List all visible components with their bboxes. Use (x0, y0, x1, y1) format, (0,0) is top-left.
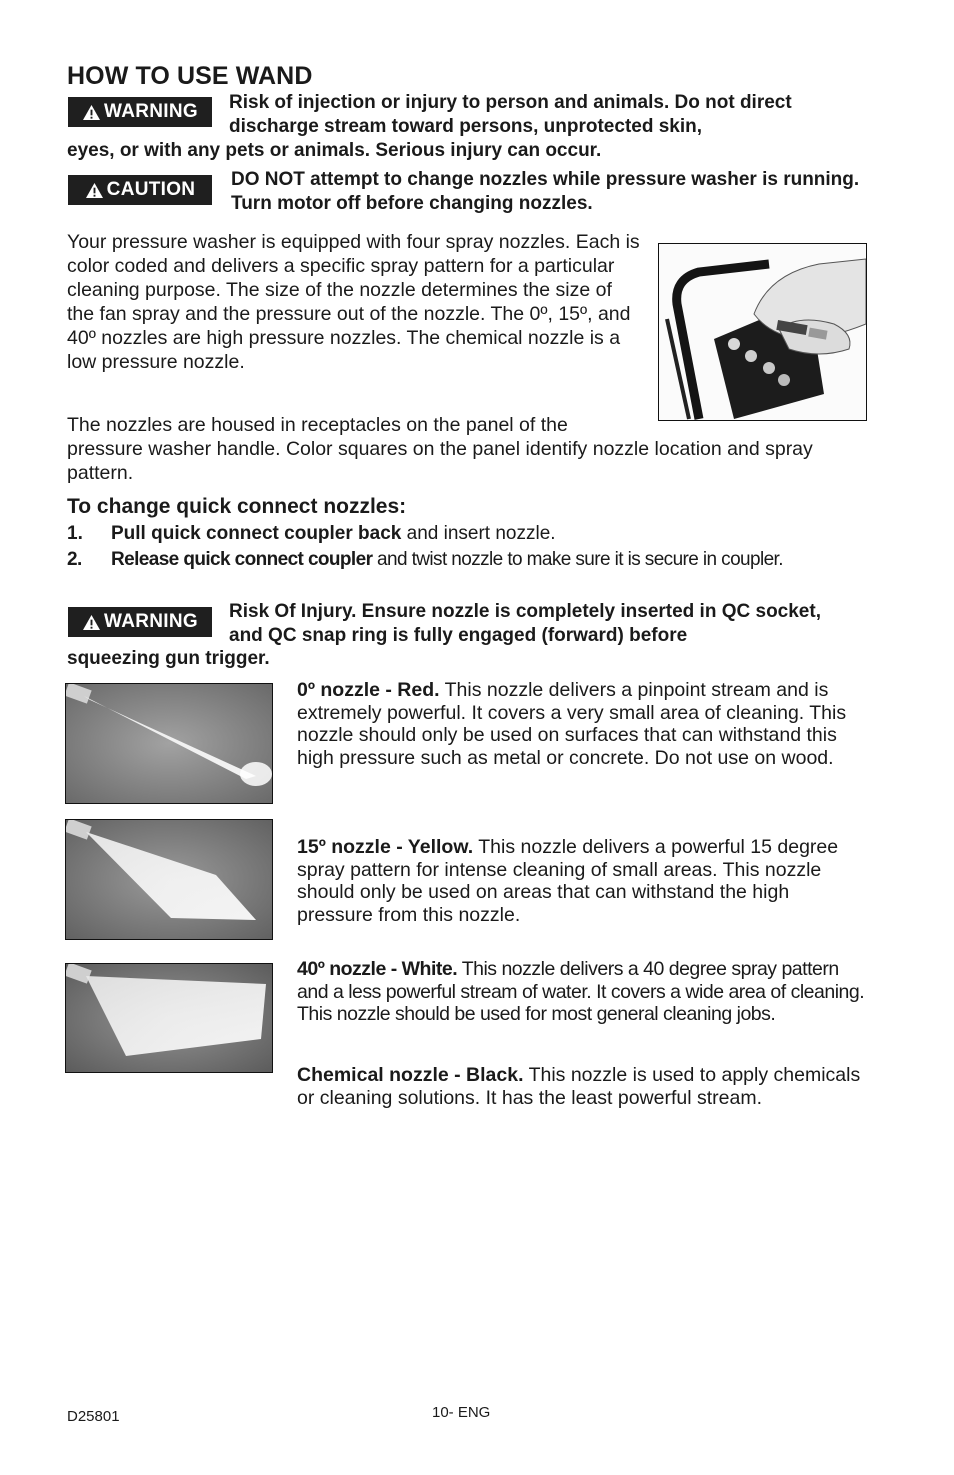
nozzle-description (297, 836, 867, 926)
step-bold: Pull quick connect coupler back (111, 523, 402, 544)
quick-connect-heading: To change quick connect nozzles: (67, 495, 407, 518)
warning-badge-label: WARNING (104, 101, 198, 122)
nozzle-text: This nozzle delivers a pinpoint stream and is extremely powerful. It covers a very small area of cleaning. This nozzle should only be used on surfaces that can withstand this high pressure such as metal or concrete. Do not use on wood. (297, 679, 847, 769)
page-title: HOW TO USE WAND (67, 62, 313, 90)
step-bold: Release quick connect coupler (111, 549, 373, 570)
housing-paragraph: The nozzles are housed in receptacles on the panel of the (67, 414, 568, 436)
caution-triangle-icon (85, 182, 104, 199)
warning-text: Risk Of Injury. Ensure nozzle is completely inserted in QC socket, and QC snap ring is fully engaged (forward) before (229, 601, 821, 646)
nozzle-description (297, 958, 872, 1026)
nozzle-name: 40º nozzle - White. (297, 958, 458, 980)
caution-badge (68, 175, 212, 205)
nozzle-description (297, 1064, 862, 1109)
warning-badge (68, 97, 212, 127)
step-number: 1. (67, 523, 83, 544)
step-item (67, 522, 867, 546)
step-text: and insert nozzle. (401, 523, 556, 544)
warning-text-continued: squeezing gun trigger. (67, 648, 270, 669)
warning-text-continued: eyes, or with any pets or animals. Serious injury can occur. (67, 140, 602, 161)
caution-badge-label: CAUTION (106, 179, 196, 200)
step-text: and twist nozzle to make sure it is secure in coupler. (372, 549, 783, 570)
nozzle-description (297, 679, 852, 769)
zero-degree-spray-photo (65, 683, 273, 804)
nozzle-name: 15º nozzle - Yellow. (297, 836, 474, 858)
intro-paragraph: Your pressure washer is equipped with four spray nozzles. Each is color coded and delivers a specific spray pattern for a particular cleaning purpose. The size of the nozzle determines the size of the fan spray and the pressure out of the nozzle. The 0º, 15º, and 40º nozzles are high pressure nozzles. The chemical nozzle is a low pressure nozzle. (67, 231, 640, 373)
warning-triangle-icon (82, 614, 101, 631)
caution-text: DO NOT attempt to change nozzles while pressure washer is running. Turn motor off before changing nozzles. (231, 169, 860, 214)
page-number: 10- ENG (432, 1404, 491, 1421)
forty-degree-spray-photo (65, 963, 273, 1073)
housing-paragraph-continued: pressure washer handle. Color squares on the panel identify nozzle location and spray pattern. (67, 438, 813, 484)
fifteen-degree-spray-photo (65, 819, 273, 940)
nozzle-name: 0º nozzle - Red. (297, 679, 440, 701)
warning-text: Risk of injection or injury to person and animals. Do not direct discharge stream toward persons, unprotected skin, (229, 92, 792, 137)
nozzle-text: This nozzle is used to apply chemicals or cleaning solutions. It has the least powerful stream. (297, 1064, 861, 1109)
warning-badge (68, 607, 212, 637)
nozzle-text: This nozzle delivers a powerful 15 degree spray pattern for intense cleaning of small areas. This nozzle should only be used on areas that can withstand the high pressure from this nozzle. (297, 836, 839, 926)
step-item (67, 548, 867, 596)
warning-badge-label: WARNING (104, 611, 198, 632)
nozzle-text: This nozzle delivers a 40 degree spray pattern and a less powerful stream of water. It covers a wide area of cleaning. This nozzle should be used for most general cleaning jobs. (297, 958, 865, 1025)
nozzle-panel-photo (658, 243, 867, 421)
model-number: D25801 (67, 1408, 120, 1425)
nozzle-name: Chemical nozzle - Black. (297, 1064, 524, 1086)
warning-triangle-icon (82, 104, 101, 121)
step-number: 2. (67, 549, 82, 570)
